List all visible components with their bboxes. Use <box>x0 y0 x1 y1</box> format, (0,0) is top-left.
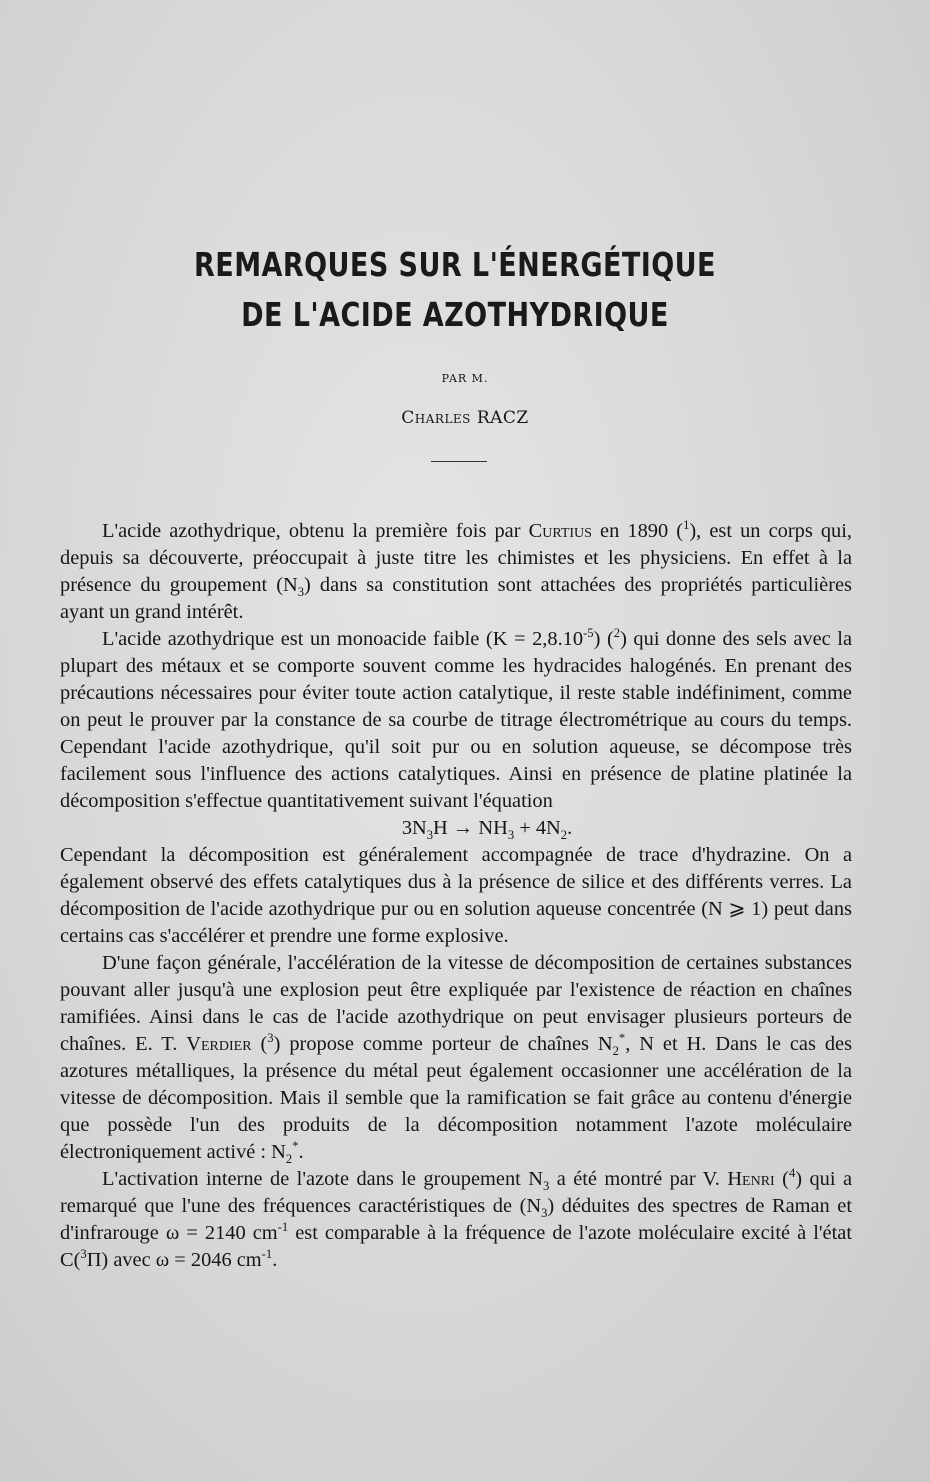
paragraph-2: L'acide azothydrique est un monoacide faible $(K = 2,8.10^{-5})$ ($^2$) qui donne des sels avec la plupart des métaux et se comporte souvent comme les hydracides halogénés. En prenant des précautions nécessaires pour éviter toute action catalytique, il reste stable indéfiniment, comme on peut le prouver par la constance de sa courbe de titrage électrométrique au cours du temps. Cependant l'acide azothydrique, qu'il soit pur ou en solution aqueuse, se décompose très facilement sous l'influence des actions catalytiques. Ainsi en présence de platine platinée la décomposition s'effectue quantitativement suivant l'équation <box>60 626 852 812</box>
author-first-name: Charles <box>401 408 471 428</box>
author-last-name: RACZ <box>476 408 529 428</box>
paragraph-5: L'activation interne de l'azote dans le groupement $N_3$ a été montré par V. Henri ($^4$) qui a remarqué que l'une des fréquences caractéristiques de $(N_3)$ déduites des spectres de Raman et d'infrarouge ω = 2140 $cm^{-1}$ est comparable à la fréquence de l'azote moléculaire excité à l'état C($^3$Π) avec ω = 2046 $cm^{-1}$. <box>60 1166 853 1271</box>
citation-name: Henri <box>727 1168 775 1190</box>
paragraph-1: L'acide azothydrique, obtenu la première fois par Curtius en 1890 ($^1$), est un corps qui, depuis sa découverte, préoccupait à juste titre les chimistes et les physiciens. En effet à la présence du groupement $(N_3)$ dans sa constitution sont attachées des propriétés particulières ayant un grand intérêt. <box>60 518 852 623</box>
title-line-2: DE L'ACIDE AZOTHYDRIQUE <box>241 295 669 334</box>
chemical-equation: $3N_3H \to NH_3 + 4N_2$. <box>401 817 573 843</box>
separator-rule <box>431 461 487 462</box>
paragraph-4: D'une façon générale, l'accélération de la vitesse de décomposition de certaines substances pouvant aller jusqu'à une explosion peut être expliquée par l'existence de réaction en chaînes ramifiées. Ainsi dans le cas de l'acide azothydrique on peut envisager plusieurs porteurs de chaînes. E. T. Verdier ($^3$) propose comme porteur de chaînes $N_2^*$, N et H. Dans le cas des azotures métalliques, la présence du métal peut également occasionner une accélération de la vitesse de décomposition. Mais il semble que la ramification se fait grâce au contenu d'énergie que possède l'un des produits de la décomposition notamment l'azote moléculaire électroniquement activé : $N_2^*$. <box>60 952 852 1167</box>
title-line-1: REMARQUES SUR L'ÉNERGÉTIQUE <box>194 245 716 284</box>
citation-name: Curtius <box>528 520 592 542</box>
byline-par: PAR M. <box>441 372 489 385</box>
footnote-ref: 2 <box>613 626 621 641</box>
paragraph-3: Cependant la décomposition est généralement accompagnée de trace d'hydrazine. On a également observé des effets catalytiques dus à la présence de silice et des différents verres. La décomposition de l'acide azothydrique pur ou en solution aqueuse concentrée (N ⩾ 1) peut dans certains cas s'accélérer et prendre une forme explosive. <box>60 844 852 947</box>
footnote-ref: 3 <box>267 1031 274 1046</box>
citation-name: Verdier <box>186 1033 252 1055</box>
author-name <box>0 408 930 428</box>
footnote-ref: 1 <box>683 518 690 533</box>
footnote-ref: 4 <box>788 1166 796 1181</box>
article-body <box>60 518 852 1274</box>
article-title <box>0 240 930 340</box>
